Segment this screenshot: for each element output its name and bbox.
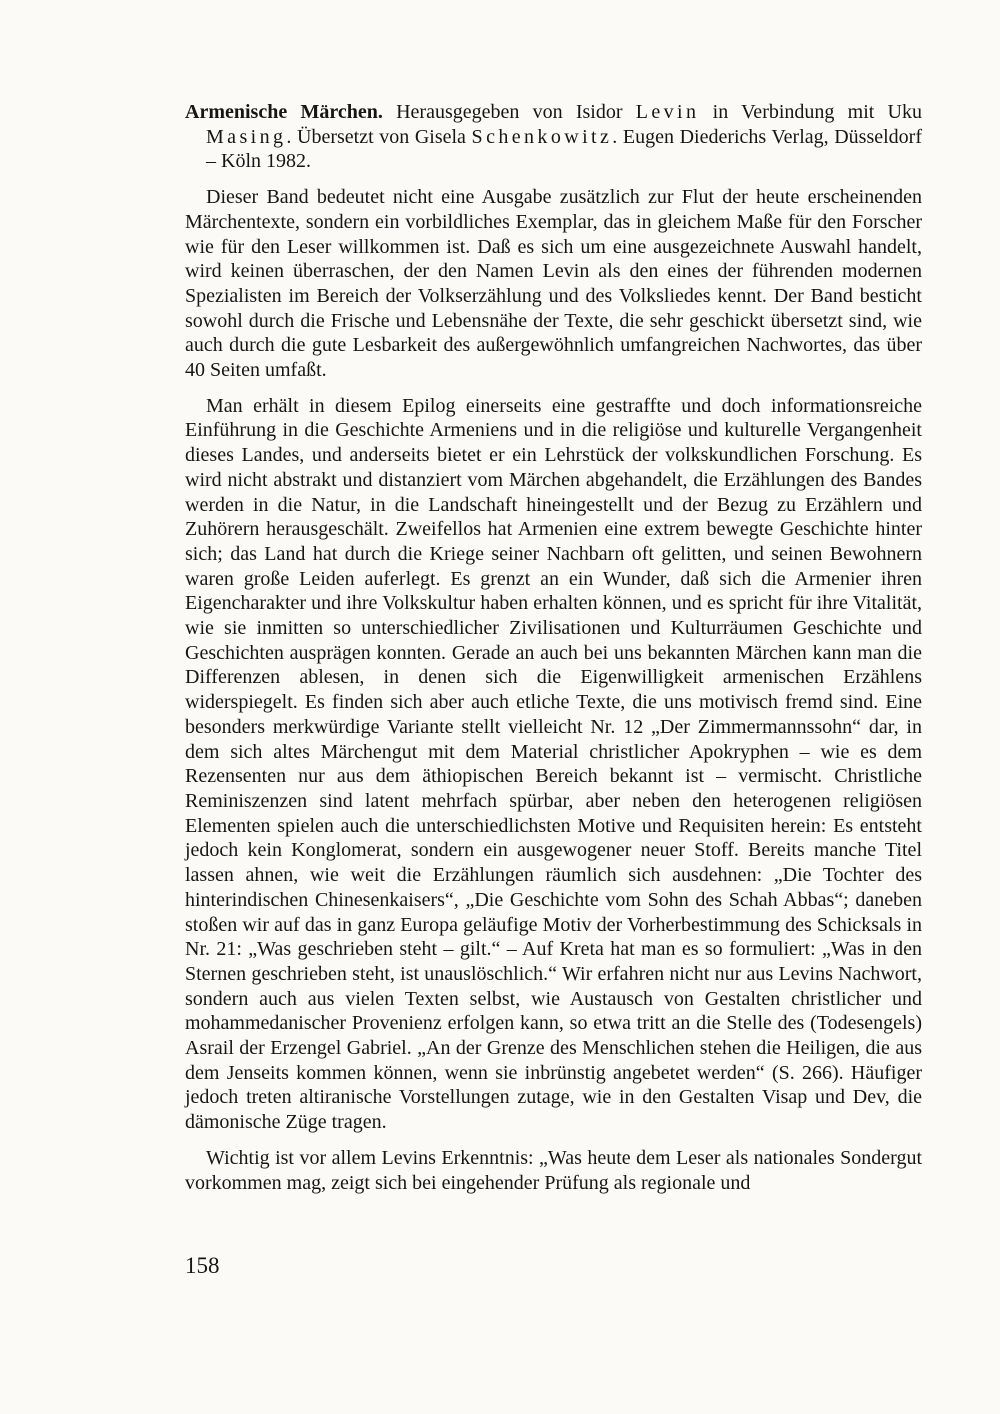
heading-seg-4: . Eugen Diederichs Verlag, Düsseldorf – Köln 1982. — [206, 125, 922, 173]
editor-name-masing: Masing — [206, 125, 287, 148]
translator-name-schenkowitz: Schenkowitz — [471, 125, 613, 148]
heading-seg-3: . Übersetzt von Gisela — [286, 125, 472, 148]
review-paragraph-1: Dieser Band bedeutet nicht eine Ausgabe zusätzlich zur Flut der heute erscheinenden Märchentexte, sondern ein vorbildliches Exemplar, das in gleichem Maße für den Forscher wie für den Leser willkommen ist. Daß es sich um eine ausgezeichnete Auswahl handelt, wird keinen überraschen, der den Namen Levin als den eines der führenden modernen Spezialisten im Bereich der Volkserzählung und des Volksliedes kennt. Der Band besticht sowohl durch die Frische und Lebensnähe der Texte, die sehr geschickt übersetzt sind, wie auch durch die gute Lesbarkeit des außergewöhnlich umfangreichen Nachwortes, das über 40 Seiten umfaßt. — [185, 186, 922, 382]
editor-name-levin: Levin — [635, 101, 700, 123]
heading-seg-2: in Verbindung mit Uku — [699, 101, 923, 123]
text-block — [185, 100, 922, 1195]
review-heading — [185, 100, 922, 174]
review-title: Armenische Märchen. — [185, 101, 383, 123]
review-paragraph-3: Wichtig ist vor allem Levins Erkenntnis: „Was heute dem Leser als nationales Sondergut vorkommen mag, zeigt sich bei eingehender Prüfung als regionale und — [185, 1146, 922, 1194]
heading-seg-1: Herausgegeben von Isidor — [382, 101, 636, 123]
page-number: 158 — [185, 1253, 220, 1278]
review-paragraph-2: Man erhält in diesem Epilog einerseits eine gestraffte und doch informationsreiche Einführung in die Geschichte Armeniens und in die religiöse und kulturelle Vergangenheit dieses Landes, und anderseits bietet er ein Lehrstück der volkskundlichen Forschung. Es wird nicht abstrakt und distanziert vom Märchen abgehandelt, die Erzählungen des Bandes werden in die Natur, in die Landschaft hineingestellt und der Bezug zu Erzählern und Zuhörern herausgeschält. Zweifellos hat Armenien eine extrem bewegte Geschichte hinter sich; das Land hat durch die Kriege seiner Nachbarn oft gelitten, und seinen Bewohnern waren große Leiden auferlegt. Es grenzt an ein Wunder, daß sich die Armenier ihren Eigencharakter und ihre Volkskultur haben erhalten können, und es spricht für ihre Vitalität, wie sie inmitten so unterschiedlicher Zivilisationen und Kulturräumen Geschichte und Geschichten ausprägen konnten. Gerade an auch bei uns bekannten Märchen kann man die Differenzen ablesen, in denen sich die Eigenwilligkeit armenischen Erzählens widerspiegelt. Es finden sich aber auch etliche Texte, die uns motivisch fremd sind. Eine besonders merkwürdige Variante stellt vielleicht Nr. 12 „Der Zimmermannssohn“ dar, in dem sich altes Märchengut mit dem Material christlicher Apokryphen – wie es dem Rezensenten nur aus dem äthiopischen Bereich bekannt ist – vermischt. Christliche Reminiszenzen sind latent mehrfach spürbar, aber neben den heterogenen religiösen Elementen spielen auch die unterschiedlichsten Motive und Requisiten herein: Es entsteht jedoch kein Konglomerat, sondern ein ausgewogener neuer Stoff. Bereits manche Titel lassen ahnen, wie weit die Erzählungen räumlich sich ausdehnen: „Die Tochter des hinterindischen Chinesenkaisers“, „Die Geschichte vom Sohn des Schah Abbas“; daneben stoßen wir auf das in ganz Europa geläufige Motiv der Vorherbestimmung des Schicksals in Nr. 21: „Was geschrieben steht – gilt.“ – Auf Kreta hat man es so formuliert: „Was in den Sternen geschrieben steht, ist unauslöschlich.“ Wir erfahren nicht nur aus Levins Nachwort, sondern auch aus vielen Texten selbst, wie Austausch von Gestalten christlicher und mohammedanischer Provenienz erfolgen kann, so etwa tritt an die Stelle des (Todesengels) Asrail der Erzengel Gabriel. „An der Grenze des Menschlichen stehen die Heiligen, die aus dem Jenseits kommen können, wenn sie inbrünstig angebetet werden“ (S. 266). Häufiger jedoch treten altiranische Vorstellungen zutage, wie in den Gestalten Visap und Dev, die dämonische Züge tragen. — [185, 394, 922, 1134]
